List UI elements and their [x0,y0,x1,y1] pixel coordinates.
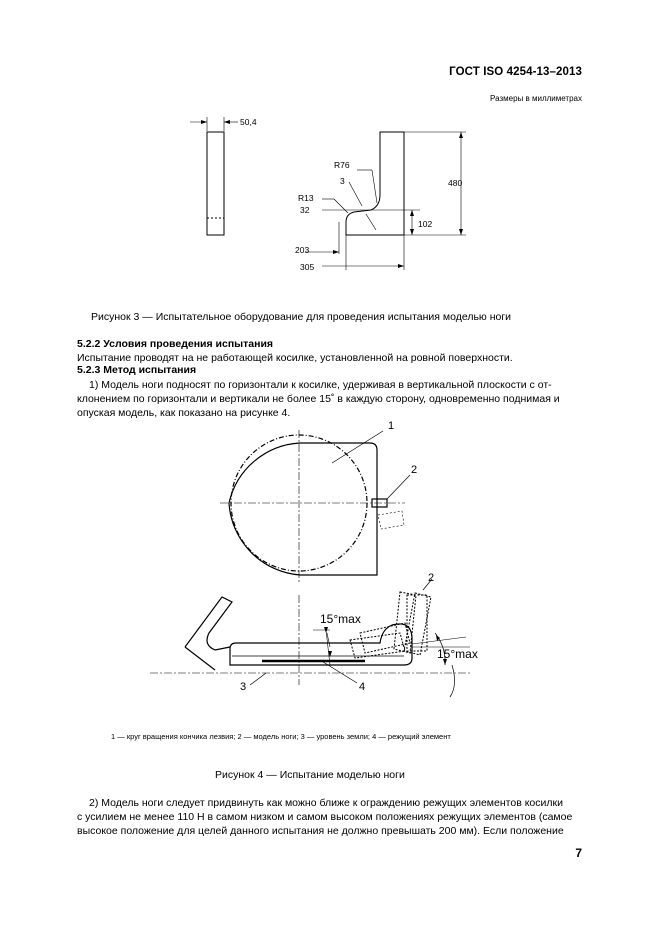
figure4-caption: Рисунок 4 — Испытание моделью ноги [215,769,405,781]
figure4-drawing [0,415,661,715]
dim-203-label: 203 [295,245,310,255]
callout-4: 4 [359,681,366,693]
figure4-legend: 1 — круг вращения кончика лезвия; 2 — модель ноги; 3 — уровень земли; 4 — режущий элемент [111,732,451,741]
dim-32-label: 32 [300,205,310,215]
dim-r13-label: R13 [298,193,314,203]
section-523-line2: клонением по горизонтали и вертикали не более 15˚ в каждую сторону, одновременно поднимая и [77,393,560,405]
dim-102-label: 102 [418,219,433,229]
paragraph2-line2: с усилием не менее 110 Н в самом низком и самом высоком положениях режущих элементов (самое [77,811,573,823]
angle-label-1: 15°max [320,612,361,626]
callout-2-top: 2 [411,464,418,476]
mower-side-left [185,597,232,650]
units-note: Размеры в миллиметрах [490,94,582,103]
page-number: 7 [575,846,582,860]
section-523-line3: опуская модель, как показано на рисунке 4. [77,407,291,419]
dim-r76-label: R76 [334,160,350,170]
figure3-drawing [0,0,661,300]
dim-480-label: 480 [448,178,463,188]
section-522-text: Испытание проводят на не работающей косилке, установленной на ровной поверхности. [77,352,513,364]
dim-305-label: 305 [300,262,315,272]
document-standard-code: ГОСТ ISO 4254-13–2013 [449,66,582,78]
section-523-line1: 1) Модель ноги подносят по горизонтали к косилке, удерживая в вертикальной плоскости с от- [89,379,552,391]
section-523-heading: 5.2.3 Метод испытания [77,364,197,376]
angle-label-2: 15°max [437,647,478,661]
section-522-heading: 5.2.2 Условия проведения испытания [77,338,274,350]
callout-2-side: 2 [428,572,435,584]
callout-3: 3 [240,681,247,693]
leg-model-profile [346,132,404,235]
leg-model-side-view [207,132,224,235]
figure3-caption: Рисунок 3 — Испытательное оборудование для проведения испытания моделью ноги [91,311,512,323]
callout-1: 1 [388,420,395,432]
dim-thickness-label: 50,4 [240,117,257,127]
dim-3-label: 3 [340,176,345,186]
mower-housing-top-view [229,443,377,575]
paragraph2-line1: 2) Модель ноги следует придвинуть как можно ближе к ограждению режущих элементов косилки [89,797,563,809]
paragraph2-line3: высокое положение для целей данного испытания не должно превышать 200 мм). Если положение [77,825,564,837]
